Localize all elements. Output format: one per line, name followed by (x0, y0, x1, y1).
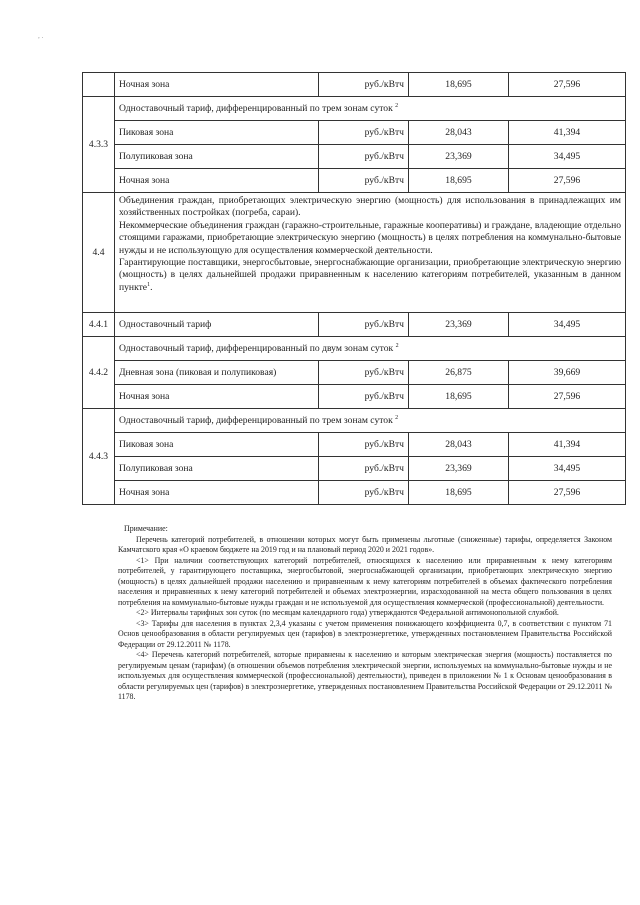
notes-section (118, 524, 612, 703)
value-cell: 23,369 (409, 457, 509, 481)
corner-mark: , . (38, 32, 44, 40)
unit-cell: руб./кВтч (319, 169, 409, 193)
value-cell: 34,495 (509, 457, 626, 481)
zone-name: Ночная зона (115, 481, 319, 505)
footnote-ref: 2 (395, 414, 399, 421)
unit-cell: руб./кВтч (319, 313, 409, 337)
table-row (83, 457, 626, 481)
unit-cell: руб./кВтч (319, 481, 409, 505)
value-cell: 41,394 (509, 121, 626, 145)
value-cell: 18,695 (409, 169, 509, 193)
table-row (83, 193, 626, 313)
value-cell: 28,043 (409, 121, 509, 145)
value-cell: 34,495 (509, 145, 626, 169)
unit-cell: руб./кВтч (319, 145, 409, 169)
row-number: 4.4.1 (83, 313, 115, 337)
value-cell: 27,596 (509, 481, 626, 505)
value-cell: 23,369 (409, 145, 509, 169)
tariff-header (115, 97, 626, 121)
table-row (83, 313, 626, 337)
value-cell: 18,695 (409, 385, 509, 409)
unit-cell: руб./кВтч (319, 433, 409, 457)
tariff-header (115, 409, 626, 433)
tariff-header-text: Одноставочный тариф, дифференцированный по трем зонам суток (119, 415, 393, 426)
zone-name: Пиковая зона (115, 121, 319, 145)
row-number: 4.4 (83, 193, 115, 313)
value-cell: 23,369 (409, 313, 509, 337)
note-paragraph: Перечень категорий потребителей, в отношении которых могут быть применены льготные (сниженные) тарифы, определяется Законом Камчатского края «О краевом бюджете на 2019 год и на плановый период 2020 и 2021 годов». (118, 534, 612, 554)
tariff-table (82, 72, 626, 505)
row-number: 4.4.2 (83, 337, 115, 409)
value-cell: 18,695 (409, 73, 509, 97)
value-cell: 41,394 (509, 433, 626, 457)
note-paragraph: <4> Перечень категорий потребителей, которые приравнены к населению и которым электрическая энергия (мощность) поставляется по регулируемым ценам (тарифам) (в отношении объемов потребления электрической энергии, используемых на коммунально-бытовые нужды и не используемых для осуществления коммерческой (профессиональной) деятельности), приведен в приложении № 1 к Основам ценообразования в области регулируемых цен (тарифов) в электроэнергетике, утвержденных постановлением Правительства Российской Федерации от 29.12.2011 № 1178. (118, 650, 612, 701)
table-row (83, 121, 626, 145)
value-cell: 26,875 (409, 361, 509, 385)
description-paragraph: Гарантирующие поставщики, энергосбытовые, энергоснабжающие организации, приобретающие электрическую энергию (мощность) в целях дальнейшей продажи приравненным к населению категориям потребителей, указанным в данном пункте$^1$. (119, 257, 621, 293)
table-row (83, 481, 626, 505)
description-text: Гарантирующие поставщики, энергосбытовые, энергоснабжающие организации, приобретающие электрическую энергию (мощность) в целях дальнейшей продажи приравненным к населению категориям потребителей, указанным в данном пункте (119, 257, 621, 293)
table-row (83, 361, 626, 385)
value-cell: 27,596 (509, 169, 626, 193)
row-number (83, 73, 115, 97)
footnote-ref: 1 (147, 281, 151, 288)
row-number: 4.3.3 (83, 97, 115, 193)
value-cell: 34,495 (509, 313, 626, 337)
table-row (83, 433, 626, 457)
note-paragraph: <1> При наличии соответствующих категорий потребителей, относящихся к населению или приравненным к нему категориям потребителей, у гарантирующего поставщика, энергосбытовой, энергоснабжающей организации, приобретающих электрическую энергию (мощность) в целях дальнейшей продажи населению и приравненным к нему категориям потребителей в объемах фактического потребления населения и приравненных к нему категорий потребителей и объемах электроэнергии, израсходованной на места общего пользования в целях потребления на коммунально-бытовые нужды граждан и не используемой для осуществления коммерческой (профессиональной) деятельности. (118, 555, 612, 607)
unit-cell: руб./кВтч (319, 73, 409, 97)
unit-cell: руб./кВтч (319, 121, 409, 145)
zone-name: Ночная зона (115, 385, 319, 409)
table-row (83, 73, 626, 97)
footnote-ref: 2 (395, 342, 399, 349)
table-row (83, 409, 626, 433)
value-cell: 18,695 (409, 481, 509, 505)
footnote-ref: 2 (395, 102, 399, 109)
tariff-header-text: Одноставочный тариф, дифференцированный по двум зонам суток (119, 343, 394, 354)
tariff-header (115, 337, 626, 361)
zone-name: Дневная зона (пиковая и полупиковая) (115, 361, 319, 385)
zone-name: Полупиковая зона (115, 145, 319, 169)
value-cell: 27,596 (509, 73, 626, 97)
zone-name: Одноставочный тариф (115, 313, 319, 337)
zone-name: Полупиковая зона (115, 457, 319, 481)
description-paragraph: Объединения граждан, приобретающих электрическую энергию (мощность) для использования в принадлежащих им хозяйственных постройках (погреба, сараи). (119, 195, 621, 219)
table-row (83, 97, 626, 121)
unit-cell: руб./кВтч (319, 457, 409, 481)
row-number: 4.4.3 (83, 409, 115, 505)
unit-cell: руб./кВтч (319, 361, 409, 385)
value-cell: 27,596 (509, 385, 626, 409)
value-cell: 39,669 (509, 361, 626, 385)
note-paragraph: <3> Тарифы для населения в пунктах 2,3,4 указаны с учетом применения понижающего коэффициента 0,7, в соответствии с пунктом 71 Основ ценообразования в области регулируемых цен (тарифов) в электроэнергетике, утвержденных постановлением Правительства Российской Федерации от 29.12.2011 № 1178. (118, 618, 612, 649)
zone-name: Ночная зона (115, 73, 319, 97)
tariff-header-text: Одноставочный тариф, дифференцированный по трем зонам суток (119, 103, 393, 114)
table-row (83, 337, 626, 361)
zone-name: Ночная зона (115, 169, 319, 193)
unit-cell: руб./кВтч (319, 385, 409, 409)
table-row (83, 385, 626, 409)
table-row (83, 145, 626, 169)
value-cell: 28,043 (409, 433, 509, 457)
category-description (115, 193, 626, 313)
notes-title: Примечание: (124, 524, 168, 533)
description-paragraph: Некоммерческие объединения граждан (гаражно-строительные, гаражные кооперативы) и граждане, владеющие отдельно стоящими гаражами, приобретающие электрическую энергию (мощность) в целях потребления на коммунально-бытовые нужды и не использующую для осуществления коммерческой деятельности. (119, 219, 621, 256)
note-paragraph: <2> Интервалы тарифных зон суток (по месяцам календарного года) утверждаются Федеральной антимонопольной службой. (136, 608, 559, 617)
zone-name: Пиковая зона (115, 433, 319, 457)
table-row (83, 169, 626, 193)
